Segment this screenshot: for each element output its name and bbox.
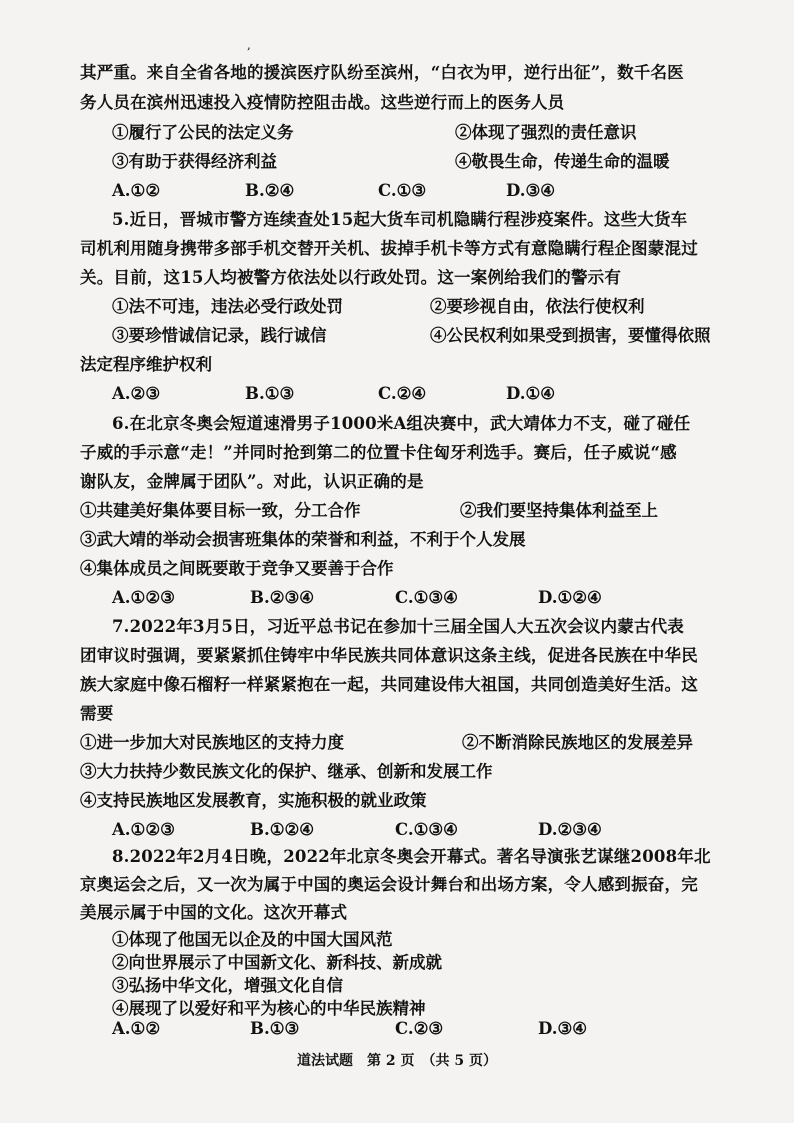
q8-choice-a: A.①② bbox=[112, 1019, 161, 1038]
q6-statement-4: ④集体成员之间既要敢于竞争又要善于合作 bbox=[80, 559, 394, 578]
q6-stem-line-3: 谢队友，金牌属于团队”。对此，认识正确的是 bbox=[80, 472, 424, 491]
q4-choice-d: D.③④ bbox=[506, 181, 556, 200]
q5-stem-line-2: 司机利用随身携带多部手机交替开关机、拔掉手机卡等方式有意隐瞒行程企图蒙混过 bbox=[80, 239, 698, 258]
q6-statement-3: ③武大靖的举动会损害班集体的荣誉和利益，不利于个人发展 bbox=[80, 530, 526, 549]
q7-choice-d: D.②③④ bbox=[538, 820, 602, 839]
q4-choice-b: B.②④ bbox=[245, 181, 295, 200]
q7-statement-3: ③大力扶持少数民族文化的保护、继承、创新和发展工作 bbox=[80, 762, 493, 781]
q8-statement-1: ①体现了他国无以企及的中国大国风范 bbox=[112, 930, 393, 949]
q7-statement-1: ①进一步加大对民族地区的支持力度 bbox=[80, 733, 344, 752]
q6-choice-b: B.②③④ bbox=[250, 588, 315, 607]
q6-choice-c: C.①③④ bbox=[395, 588, 458, 607]
q8-stem-line-1: 8.2022年2月4日晚，2022年北京冬奥会开幕式。著名导演张艺谋继2008年北 bbox=[112, 847, 711, 866]
q4-statement-3: ③有助于获得经济利益 bbox=[112, 152, 277, 171]
q8-stem-line-2: 京奥运会之后，又一次为属于中国的奥运会设计舞台和出场方案，令人感到振奋，完 bbox=[80, 875, 698, 894]
q8-stem-line-3: 美展示属于中国的文化。这次开幕式 bbox=[80, 903, 348, 922]
q7-statement-4: ④支持民族地区发展教育，实施积极的就业政策 bbox=[80, 791, 427, 810]
q7-choice-a: A.①②③ bbox=[112, 820, 175, 839]
q5-stem-line-1: 5.近日，晋城市警方连续查处15起大货车司机隐瞒行程涉疫案件。这些大货车 bbox=[112, 210, 688, 229]
page-footer: 道法试题 第 2 页 （共 5 页） bbox=[297, 1053, 497, 1069]
q5-choice-a: A.②③ bbox=[112, 384, 161, 403]
q7-stem-line-2: 团审议时强调，要紧紧抓住铸牢中华民族共同体意识这条主线，促进各民族在中华民 bbox=[80, 646, 698, 665]
q8-choice-d: D.③④ bbox=[538, 1019, 588, 1038]
q4-statement-1: ①履行了公民的法定义务 bbox=[112, 123, 294, 142]
q8-choice-c: C.②③ bbox=[395, 1019, 444, 1038]
q5-choice-d: D.①④ bbox=[506, 384, 556, 403]
q4-statement-2: ②体现了强烈的责任意识 bbox=[455, 123, 637, 142]
q5-statement-4: ④公民权利如果受到损害，要懂得依照 bbox=[430, 326, 711, 345]
q5-statement-1: ①法不可违，违法必受行政处罚 bbox=[112, 297, 343, 316]
q5-stem-line-3: 关。目前，这15人均被警方依法处以行政处罚。这一案例给我们的警示有 bbox=[80, 268, 622, 287]
q6-choice-a: A.①②③ bbox=[112, 588, 175, 607]
q5-statement-4-cont: 法定程序维护权利 bbox=[80, 355, 212, 374]
q8-statement-4: ④展现了以爱好和平为核心的中华民族精神 bbox=[112, 999, 426, 1018]
q7-choice-b: B.①②④ bbox=[250, 820, 315, 839]
q6-stem-line-1: 6.在北京冬奥会短道速滑男子1000米A组决赛中，武大靖体力不支，碰了碰任 bbox=[112, 414, 691, 433]
q8-statement-3: ③弘扬中华文化，增强文化自信 bbox=[112, 976, 343, 995]
q4-choice-c: C.①③ bbox=[378, 181, 427, 200]
q6-statement-1: ①共建美好集体要目标一致，分工合作 bbox=[80, 501, 361, 520]
q6-statement-2: ②我们要坚持集体利益至上 bbox=[460, 501, 658, 520]
q5-statement-2: ②要珍视自由，依法行使权利 bbox=[430, 297, 645, 316]
q4-choice-a: A.①② bbox=[112, 181, 161, 200]
q7-stem-line-4: 需要 bbox=[80, 704, 114, 723]
q7-stem-line-1: 7.2022年3月5日，习近平总书记在参加十三届全国人大五次会议内蒙古代表 bbox=[112, 617, 685, 636]
q7-stem-line-3: 族大家庭中像石榴籽一样紧紧抱在一起，共同建设伟大祖国，共同创造美好生活。这 bbox=[80, 675, 698, 694]
q7-choice-c: C.①③④ bbox=[395, 820, 458, 839]
q4-stem-line-1: 其严重。来自全省各地的援滨医疗队纷至滨州，“白衣为甲，逆行出征”，数千名医 bbox=[80, 63, 684, 82]
q5-statement-3: ③要珍惜诚信记录，践行诚信 bbox=[112, 326, 327, 345]
q5-choice-b: B.①③ bbox=[245, 384, 295, 403]
scan-mark: , bbox=[247, 38, 251, 52]
q7-statement-2: ②不断消除民族地区的发展差异 bbox=[462, 733, 693, 752]
q4-stem-line-2: 务人员在滨州迅速投入疫情防控阻击战。这些逆行而上的医务人员 bbox=[80, 93, 565, 112]
q8-statement-2: ②向世界展示了中国新文化、新科技、新成就 bbox=[112, 953, 442, 972]
q6-choice-d: D.①②④ bbox=[538, 588, 602, 607]
q6-stem-line-2: 子威的手示意“走！”并同时抢到第二的位置卡住匈牙利选手。赛后，任子威说“感 bbox=[80, 443, 677, 462]
q5-choice-c: C.②④ bbox=[378, 384, 427, 403]
q4-statement-4: ④敬畏生命，传递生命的温暖 bbox=[455, 152, 670, 171]
q8-choice-b: B.①③ bbox=[250, 1019, 300, 1038]
